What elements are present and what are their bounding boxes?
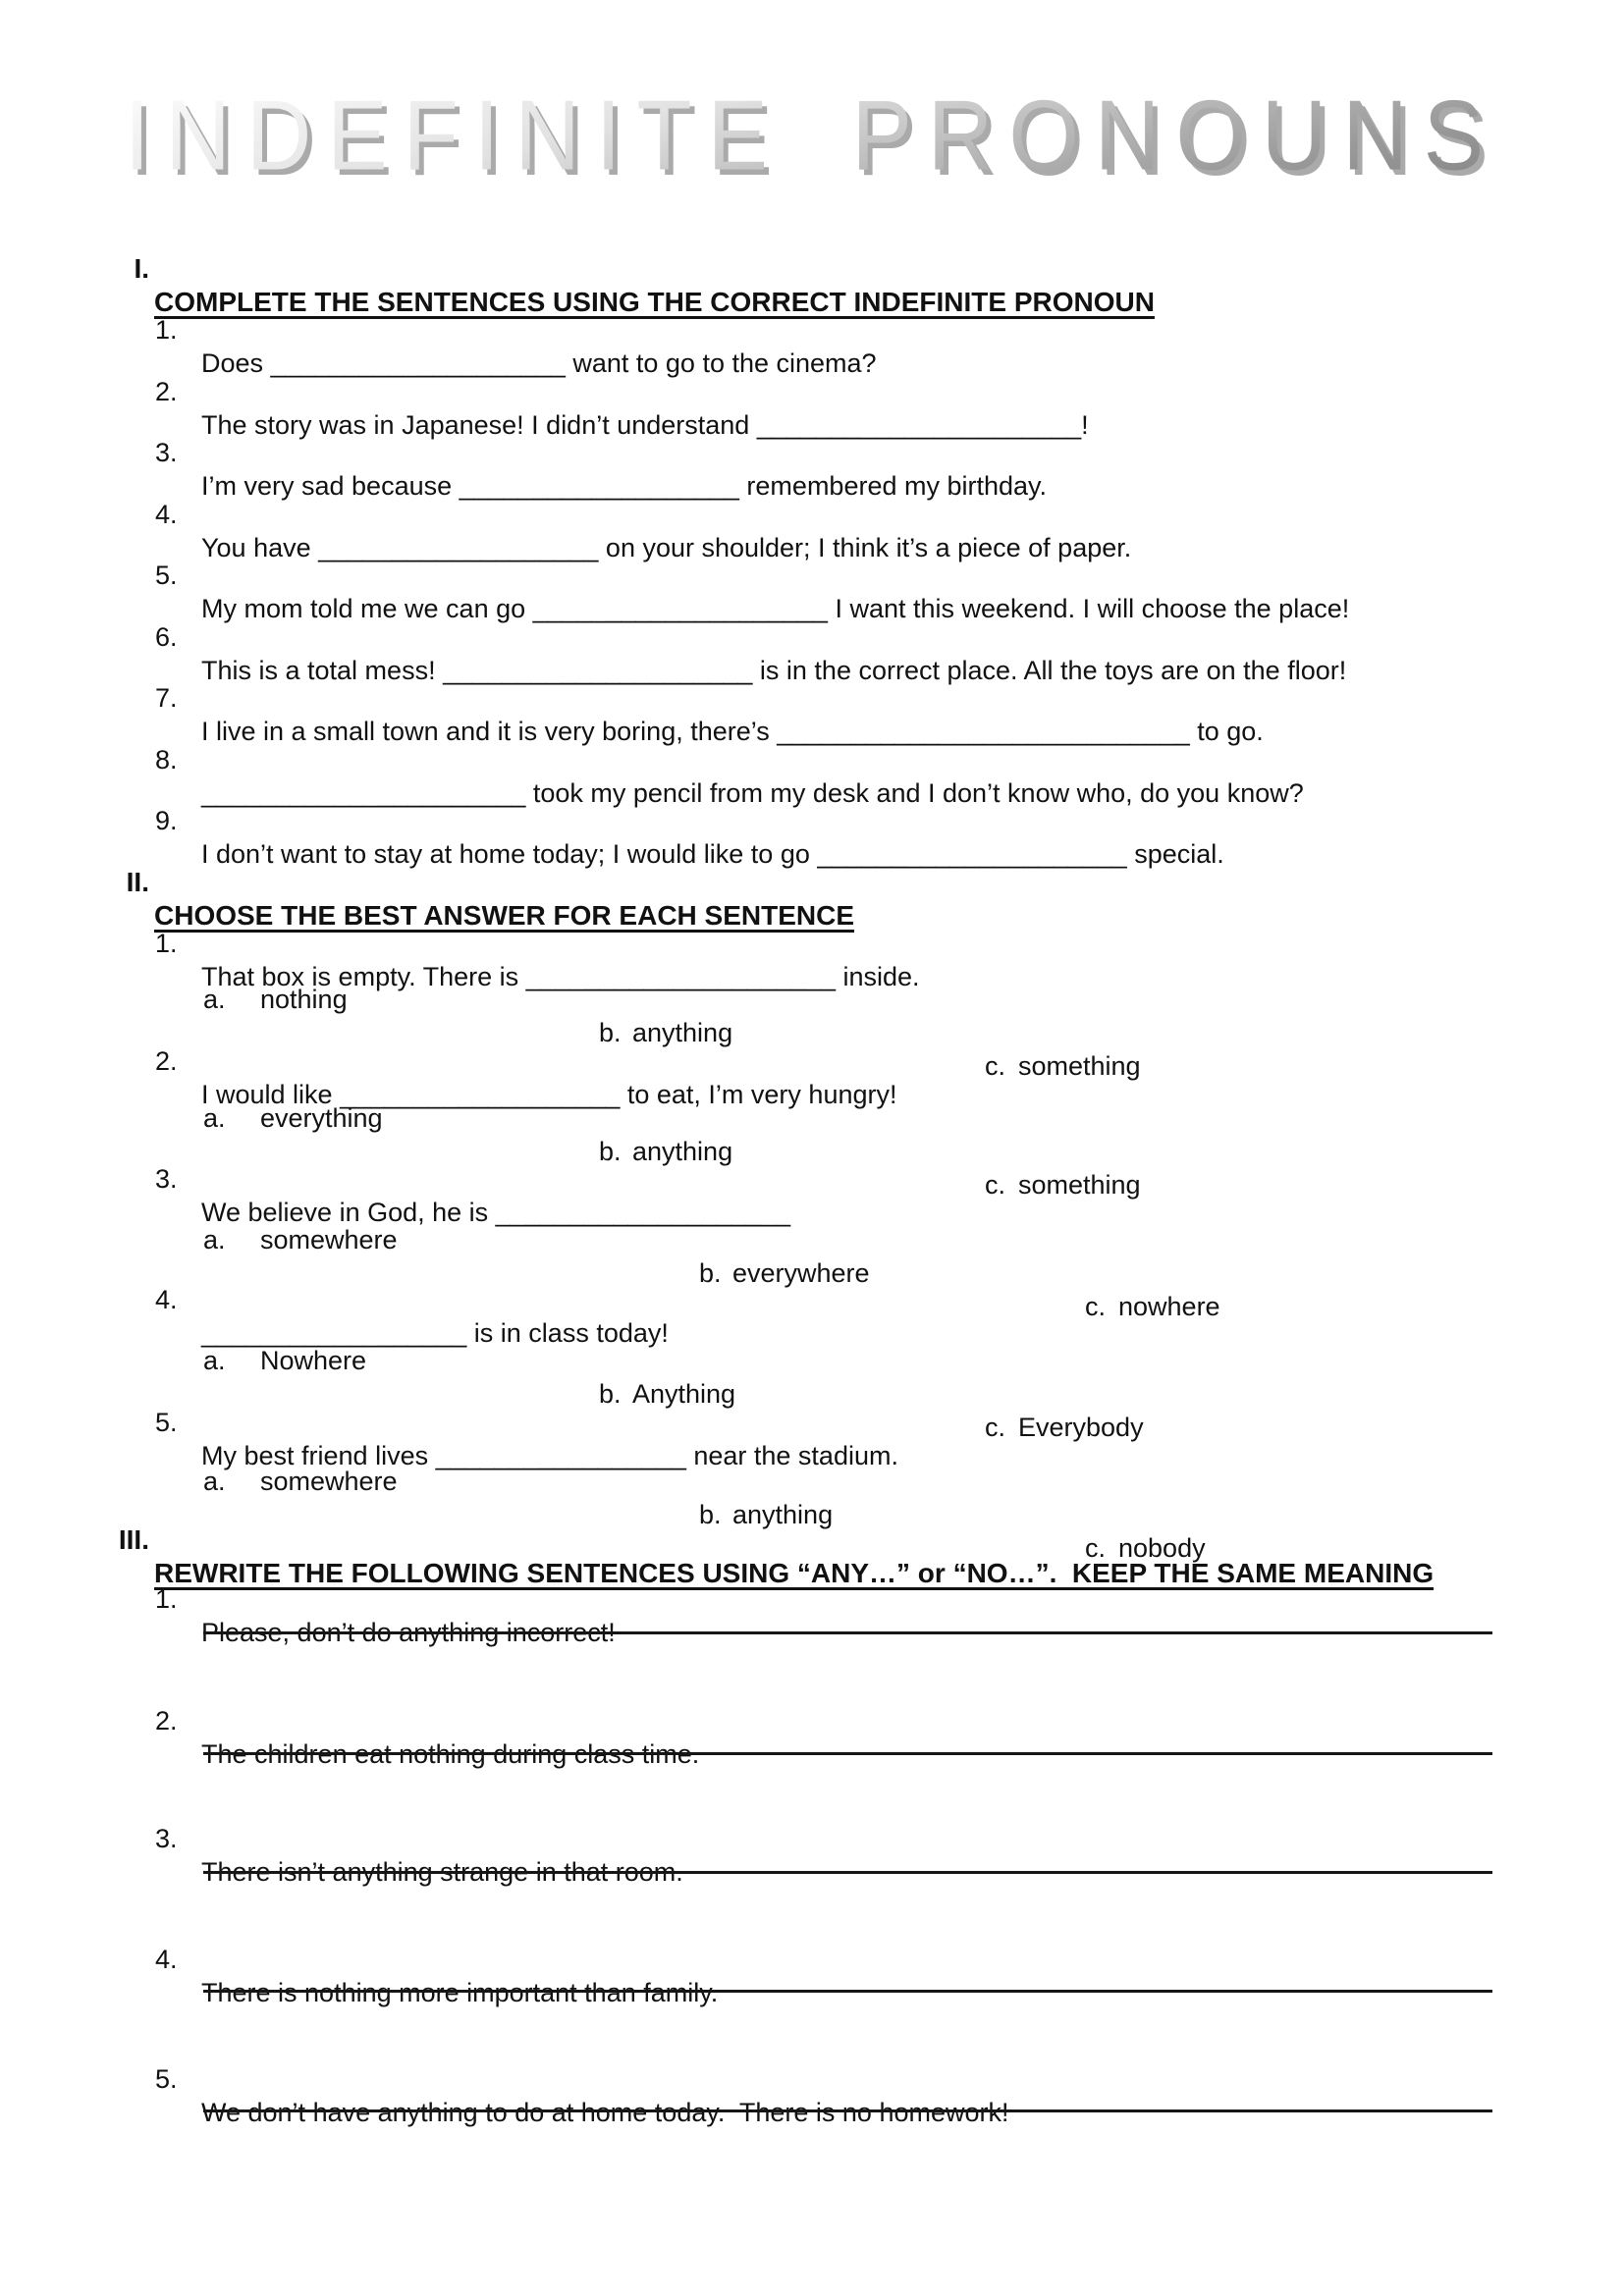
- item-number: 2.: [155, 1046, 178, 1076]
- answer-line[interactable]: [203, 1631, 1492, 1634]
- item-text: ______________________ took my pencil from my desk and I don’t know who, do you know?: [201, 778, 1304, 808]
- option-text: everything: [260, 1103, 383, 1133]
- item-text: I don’t want to stay at home today; I would like to go _____________________ special.: [201, 839, 1224, 869]
- section-1-item-1: [0, 280, 1624, 378]
- option-label: b.: [599, 1018, 622, 1047]
- option-text: nobody: [1118, 1533, 1206, 1563]
- option-text: somewhere: [260, 1225, 398, 1255]
- option-text: everywhere: [732, 1258, 870, 1288]
- item-number: 1.: [155, 929, 178, 958]
- item-number: 4.: [155, 500, 178, 529]
- item-number: 7.: [155, 683, 178, 713]
- item-text: We believe in God, he is ____________________: [201, 1198, 790, 1227]
- section-2-options-1: [0, 949, 1624, 1081]
- option-label: a.: [203, 1103, 226, 1133]
- section-2-options-2: [0, 1068, 1624, 1200]
- item-number: 3.: [155, 1164, 178, 1194]
- item-number: 6.: [155, 622, 178, 652]
- option-text: Everybody: [1018, 1413, 1144, 1442]
- item-text: The story was in Japanese! I didn’t understand ______________________!: [201, 410, 1089, 440]
- option-text: anything: [732, 1500, 834, 1529]
- section-2-heading-row: [0, 832, 1624, 931]
- section-3-numeral: III.: [118, 1524, 149, 1555]
- option-text: anything: [632, 1018, 733, 1047]
- section-2-options-4: [0, 1310, 1624, 1442]
- option-text: nothing: [260, 985, 348, 1014]
- option-label: b.: [599, 1379, 622, 1409]
- section-1-item-8: [0, 710, 1624, 808]
- item-number: 8.: [155, 745, 178, 774]
- section-1-item-9: [0, 771, 1624, 869]
- section-1-item-3: [0, 402, 1624, 501]
- item-text: I’m very sad because ___________________ remembered my birthday.: [201, 471, 1048, 501]
- option-label: b.: [699, 1258, 722, 1288]
- section-3-item-3: [0, 1789, 1624, 1887]
- item-number: 1.: [155, 1584, 178, 1614]
- answer-line[interactable]: [203, 1871, 1492, 1874]
- item-text: There is nothing more important than family.: [201, 1978, 719, 2007]
- item-number: 4.: [155, 1285, 178, 1314]
- option-label: b.: [599, 1137, 622, 1166]
- item-text: My mom told me we can go ____________________ I want this weekend. I will choose the place!: [201, 594, 1350, 623]
- item-text: That box is empty. There is _____________________ inside.: [201, 962, 920, 991]
- section-1-item-4: [0, 464, 1624, 562]
- section-3-item-5: [0, 2029, 1624, 2127]
- item-text: My best friend lives _________________ near the stadium.: [201, 1441, 898, 1470]
- item-text: The children eat nothing during class time.: [201, 1739, 700, 1769]
- section-3-heading: REWRITE THE FOLLOWING SENTENCES USING “ANY…” or “NO…”. KEEP THE SAME MEANING: [154, 1558, 1435, 1588]
- option-label: a.: [203, 1346, 226, 1375]
- option-label: c.: [985, 1051, 1006, 1081]
- item-text: This is a total mess! _____________________ is in the correct place. All the toys are on the floor!: [201, 656, 1347, 685]
- option-label: a.: [203, 985, 226, 1014]
- item-text: There isn’t anything strange in that room.: [201, 1857, 683, 1887]
- section-2-heading: CHOOSE THE BEST ANSWER FOR EACH SENTENCE: [154, 900, 855, 931]
- item-number: 2.: [155, 1706, 178, 1735]
- option-label: b.: [699, 1500, 722, 1529]
- option-text: Anything: [632, 1379, 736, 1409]
- option-text: something: [1018, 1170, 1141, 1200]
- section-1-item-7: [0, 648, 1624, 746]
- answer-line[interactable]: [203, 2109, 1492, 2112]
- item-number: 4.: [155, 1945, 178, 1974]
- option-label: c.: [985, 1170, 1006, 1200]
- section-1-item-6: [0, 587, 1624, 685]
- item-text: __________________ is in class today!: [201, 1318, 669, 1348]
- section-3-item-2: [0, 1671, 1624, 1769]
- section-2-question-1: [0, 893, 1624, 991]
- item-number: 5.: [155, 1408, 178, 1437]
- option-text: Nowhere: [260, 1346, 367, 1375]
- option-label: a.: [203, 1467, 226, 1496]
- section-1-heading-row: [0, 219, 1624, 317]
- item-number: 5.: [155, 2064, 178, 2094]
- section-1-numeral: I.: [134, 253, 149, 284]
- option-label: a.: [203, 1225, 226, 1255]
- option-label: c.: [1085, 1292, 1107, 1321]
- section-1-heading: COMPLETE THE SENTENCES USING THE CORRECT INDEFINITE PRONOUN: [154, 287, 1155, 317]
- option-text: anything: [632, 1137, 733, 1166]
- item-text: You have ___________________ on your shoulder; I think it’s a piece of paper.: [201, 533, 1132, 562]
- option-text: somewhere: [260, 1467, 398, 1496]
- item-number: 3.: [155, 438, 178, 467]
- option-text: nowhere: [1118, 1292, 1220, 1321]
- item-text: Does ____________________ want to go to the cinema?: [201, 348, 877, 378]
- item-number: 3.: [155, 1824, 178, 1853]
- item-text: Please, don’t do anything incorrect!: [201, 1618, 616, 1647]
- option-label: c.: [1085, 1533, 1107, 1563]
- section-1-item-5: [0, 525, 1624, 623]
- answer-line[interactable]: [203, 1752, 1492, 1755]
- option-text: something: [1018, 1051, 1141, 1081]
- item-number: 9.: [155, 806, 178, 835]
- section-3-item-4: [0, 1909, 1624, 2007]
- section-2-numeral: II.: [126, 867, 149, 897]
- option-label: c.: [985, 1413, 1006, 1442]
- item-text: We don’t have anything to do at home today. There is no homework!: [201, 2098, 1009, 2127]
- section-2-options-3: [0, 1190, 1624, 1321]
- section-3-item-1: [0, 1549, 1624, 1647]
- section-1-item-2: [0, 342, 1624, 440]
- item-text: I live in a small town and it is very boring, there’s ____________________________ to go.: [201, 717, 1264, 746]
- item-number: 2.: [155, 377, 178, 406]
- item-number: 1.: [155, 315, 178, 345]
- answer-line[interactable]: [203, 1990, 1492, 1993]
- item-number: 5.: [155, 561, 178, 590]
- worksheet-title: INDEFINITE PRONOUNS: [0, 86, 1624, 186]
- item-text: I would like ___________________ to eat, I’m very hungry!: [201, 1080, 897, 1109]
